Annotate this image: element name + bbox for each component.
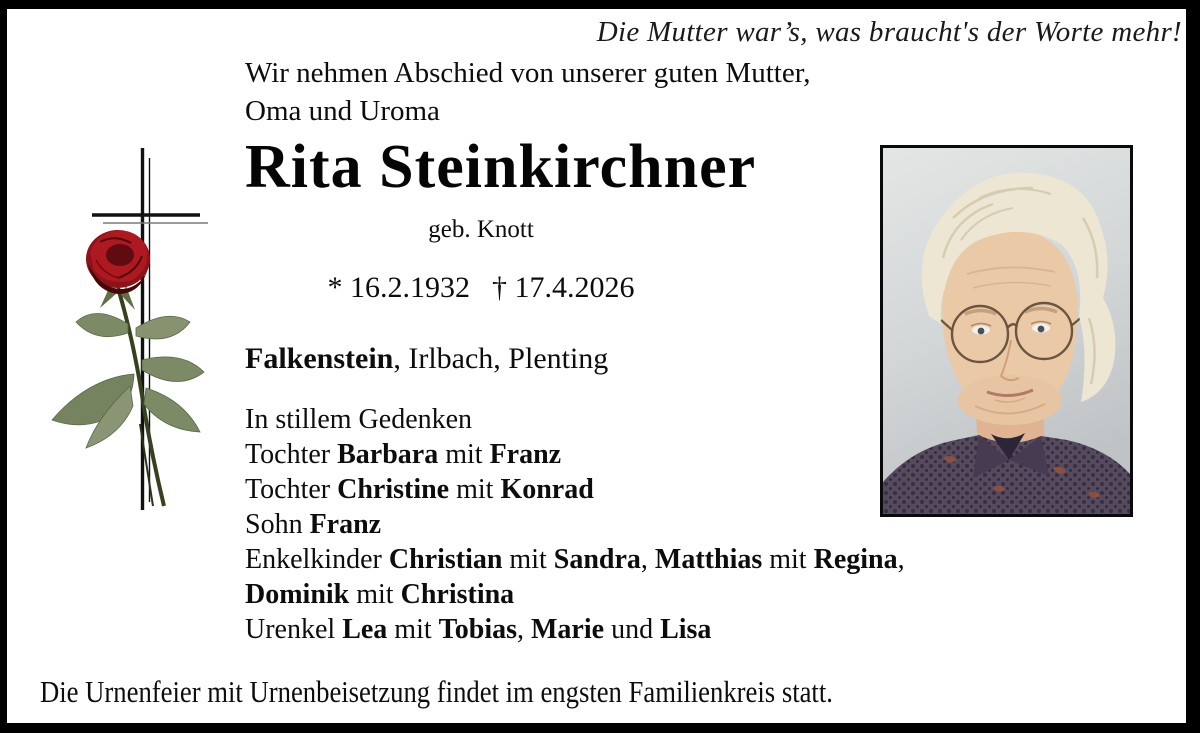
deceased-name: Rita Steinkirchner bbox=[245, 133, 757, 201]
family-line-daughter-2: Tochter Christine mit Konrad bbox=[245, 474, 594, 505]
footer-line bbox=[40, 674, 962, 710]
places-line bbox=[245, 342, 608, 376]
death-date: † 17.4.2026 bbox=[492, 271, 635, 304]
birth-date: * 16.2.1932 bbox=[327, 271, 470, 304]
cross-and-rose-icon bbox=[30, 128, 230, 518]
family-line-son: Sohn Franz bbox=[245, 509, 382, 540]
family-line-grandchildren-2: Dominik mit Christina bbox=[245, 579, 515, 610]
mourners-block bbox=[245, 402, 905, 647]
family-line-daughter-1: Tochter Barbara mit Franz bbox=[245, 439, 562, 470]
intro-line-1: Wir nehmen Abschied von unserer guten Mutter, bbox=[245, 57, 811, 89]
family-line-great-grandchildren: Urenkel Lea mit Tobias, Marie und Lisa bbox=[245, 614, 712, 645]
place-primary: Falkenstein bbox=[245, 342, 394, 375]
life-dates bbox=[245, 271, 717, 305]
maiden-name: geb. Knott bbox=[428, 216, 534, 243]
portrait-illustration bbox=[883, 148, 1130, 514]
portrait-photo bbox=[880, 145, 1133, 517]
intro-text bbox=[245, 54, 810, 130]
family-line-grandchildren: Enkelkinder Christian mit Sandra, Matthias mit Regina, bbox=[245, 544, 905, 575]
motto-line: Die Mutter war’s, was braucht's der Worte mehr! bbox=[596, 16, 1182, 48]
condolence-heading: In stillem Gedenken bbox=[245, 404, 473, 435]
intro-line-2: Oma und Uroma bbox=[245, 95, 440, 127]
places-rest: , Irlbach, Plenting bbox=[393, 342, 609, 375]
footer-text: Die Urnenfeier mit Urnenbeisetzung findet im engsten Familienkreis statt. bbox=[40, 674, 833, 709]
rose-icon bbox=[52, 230, 204, 506]
